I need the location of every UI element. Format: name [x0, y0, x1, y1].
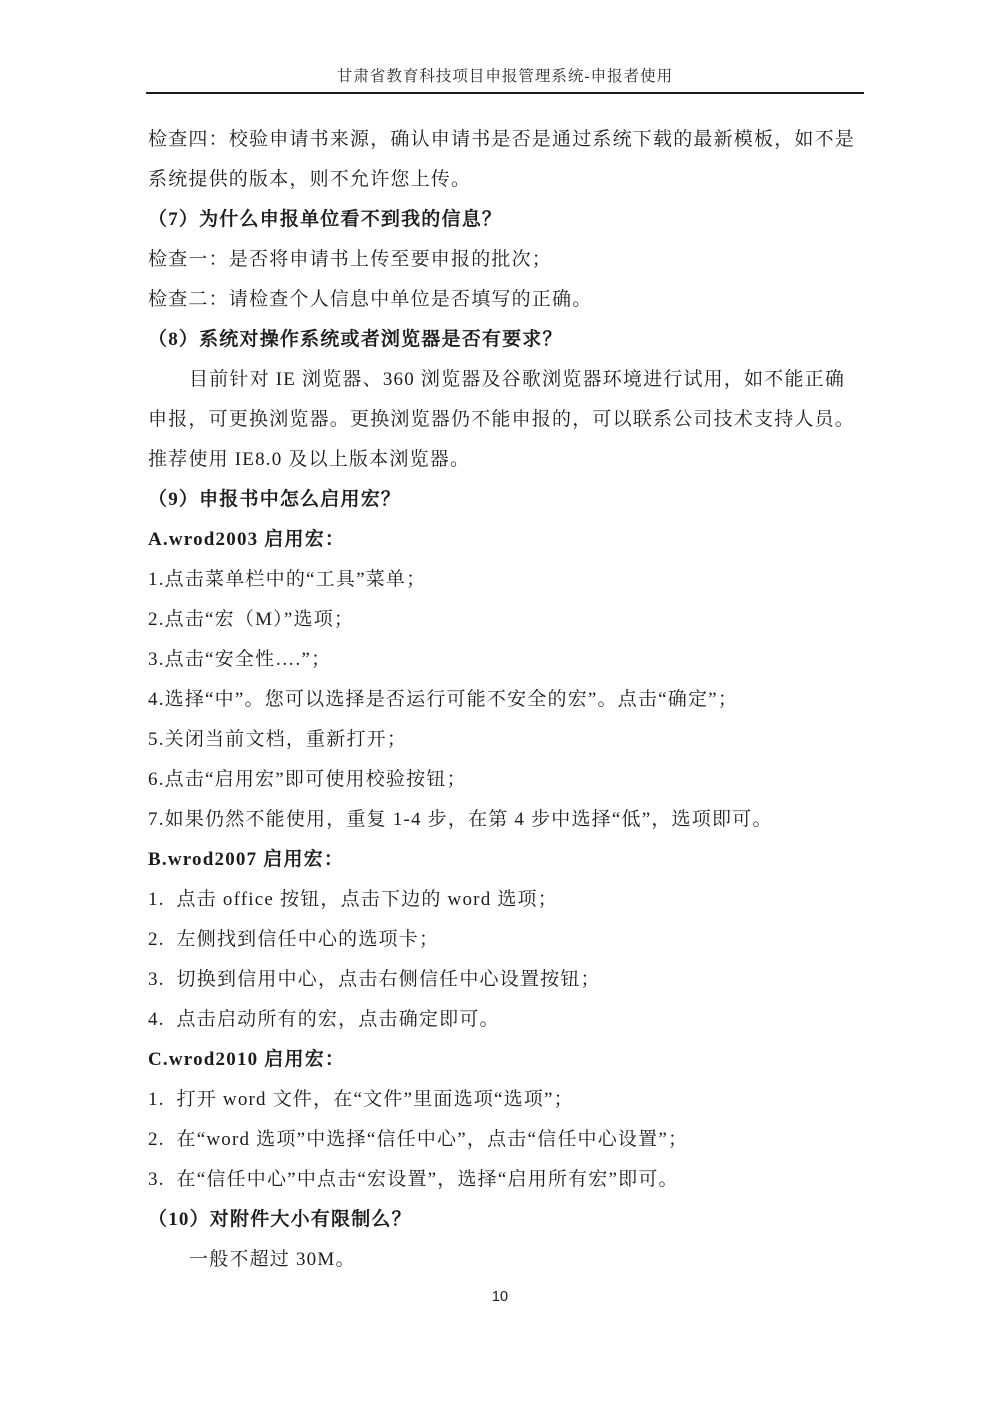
document-line: 2. 在“word 选项”中选择“信任中心”，点击“信任中心设置”；: [148, 1129, 689, 1150]
page-header: [146, 0, 864, 94]
document-line: （7）为什么申报单位看不到我的信息？: [148, 209, 503, 230]
document-line: （8）系统对操作系统或者浏览器是否有要求？: [148, 329, 563, 350]
document-line: 目前针对 IE 浏览器、360 浏览器及谷歌浏览器环境进行试用，如不能正确: [189, 369, 846, 390]
page-footer: [0, 1288, 1000, 1306]
document-line: 3. 在“信任中心”中点击“宏设置”，选择“启用所有宏”即可。: [148, 1169, 679, 1190]
document-line: 2.点击“宏（M）”选项；: [148, 609, 355, 630]
document-line: 一般不超过 30M。: [189, 1249, 356, 1270]
document-line: 1. 打开 word 文件，在“文件”里面选项“选项”；: [148, 1089, 574, 1110]
page-header-title: 甘肃省教育科技项目申报管理系统-申报者使用: [336, 68, 674, 85]
document-line: 2. 左侧找到信任中心的选项卡；: [148, 929, 440, 950]
document-line: （10）对附件大小有限制么？: [148, 1209, 412, 1230]
document-line: 检查一：是否将申请书上传至要申报的批次；: [148, 249, 553, 270]
document-line: 1. 点击 office 按钮，点击下边的 word 选项；: [148, 889, 558, 910]
document-line: 1.点击菜单栏中的“工具”菜单；: [148, 569, 427, 590]
document-line: 5.关闭当前文档，重新打开；: [148, 729, 408, 750]
document-body: [148, 120, 866, 1280]
document-line: B.wrod2007 启用宏：: [148, 849, 345, 870]
document-line: 4.选择“中”。您可以选择是否运行可能不安全的宏”。点击“确定”；: [148, 689, 739, 710]
document-line: 3. 切换到信用中心，点击右侧信任中心设置按钮；: [148, 969, 601, 990]
page-number: 10: [491, 1289, 509, 1305]
document-line: C.wrod2010 启用宏：: [148, 1049, 346, 1070]
document-line: A.wrod2003 启用宏：: [148, 529, 346, 550]
document-line: 系统提供的版本，则不允许您上传。: [148, 169, 472, 190]
document-line: 4. 点击启动所有的宏，点击确定即可。: [148, 1009, 500, 1030]
document-line: （9）申报书中怎么启用宏？: [148, 489, 402, 510]
document-line: 3.点击“安全性….”；: [148, 649, 332, 670]
document-line: 6.点击“启用宏”即可使用校验按钮；: [148, 769, 467, 790]
document-line: 检查四：校验申请书来源，确认申请书是否是通过系统下载的最新模板，如不是: [148, 129, 856, 150]
document-line: 推荐使用 IE8.0 及以上版本浏览器。: [148, 449, 471, 470]
document-line: 检查二：请检查个人信息中单位是否填写的正确。: [148, 289, 593, 310]
document-line: 7.如果仍然不能使用，重复 1-4 步，在第 4 步中选择“低”，选项即可。: [148, 809, 773, 830]
document-line: 申报，可更换浏览器。更换浏览器仍不能申报的，可以联系公司技术支持人员。: [148, 409, 856, 430]
